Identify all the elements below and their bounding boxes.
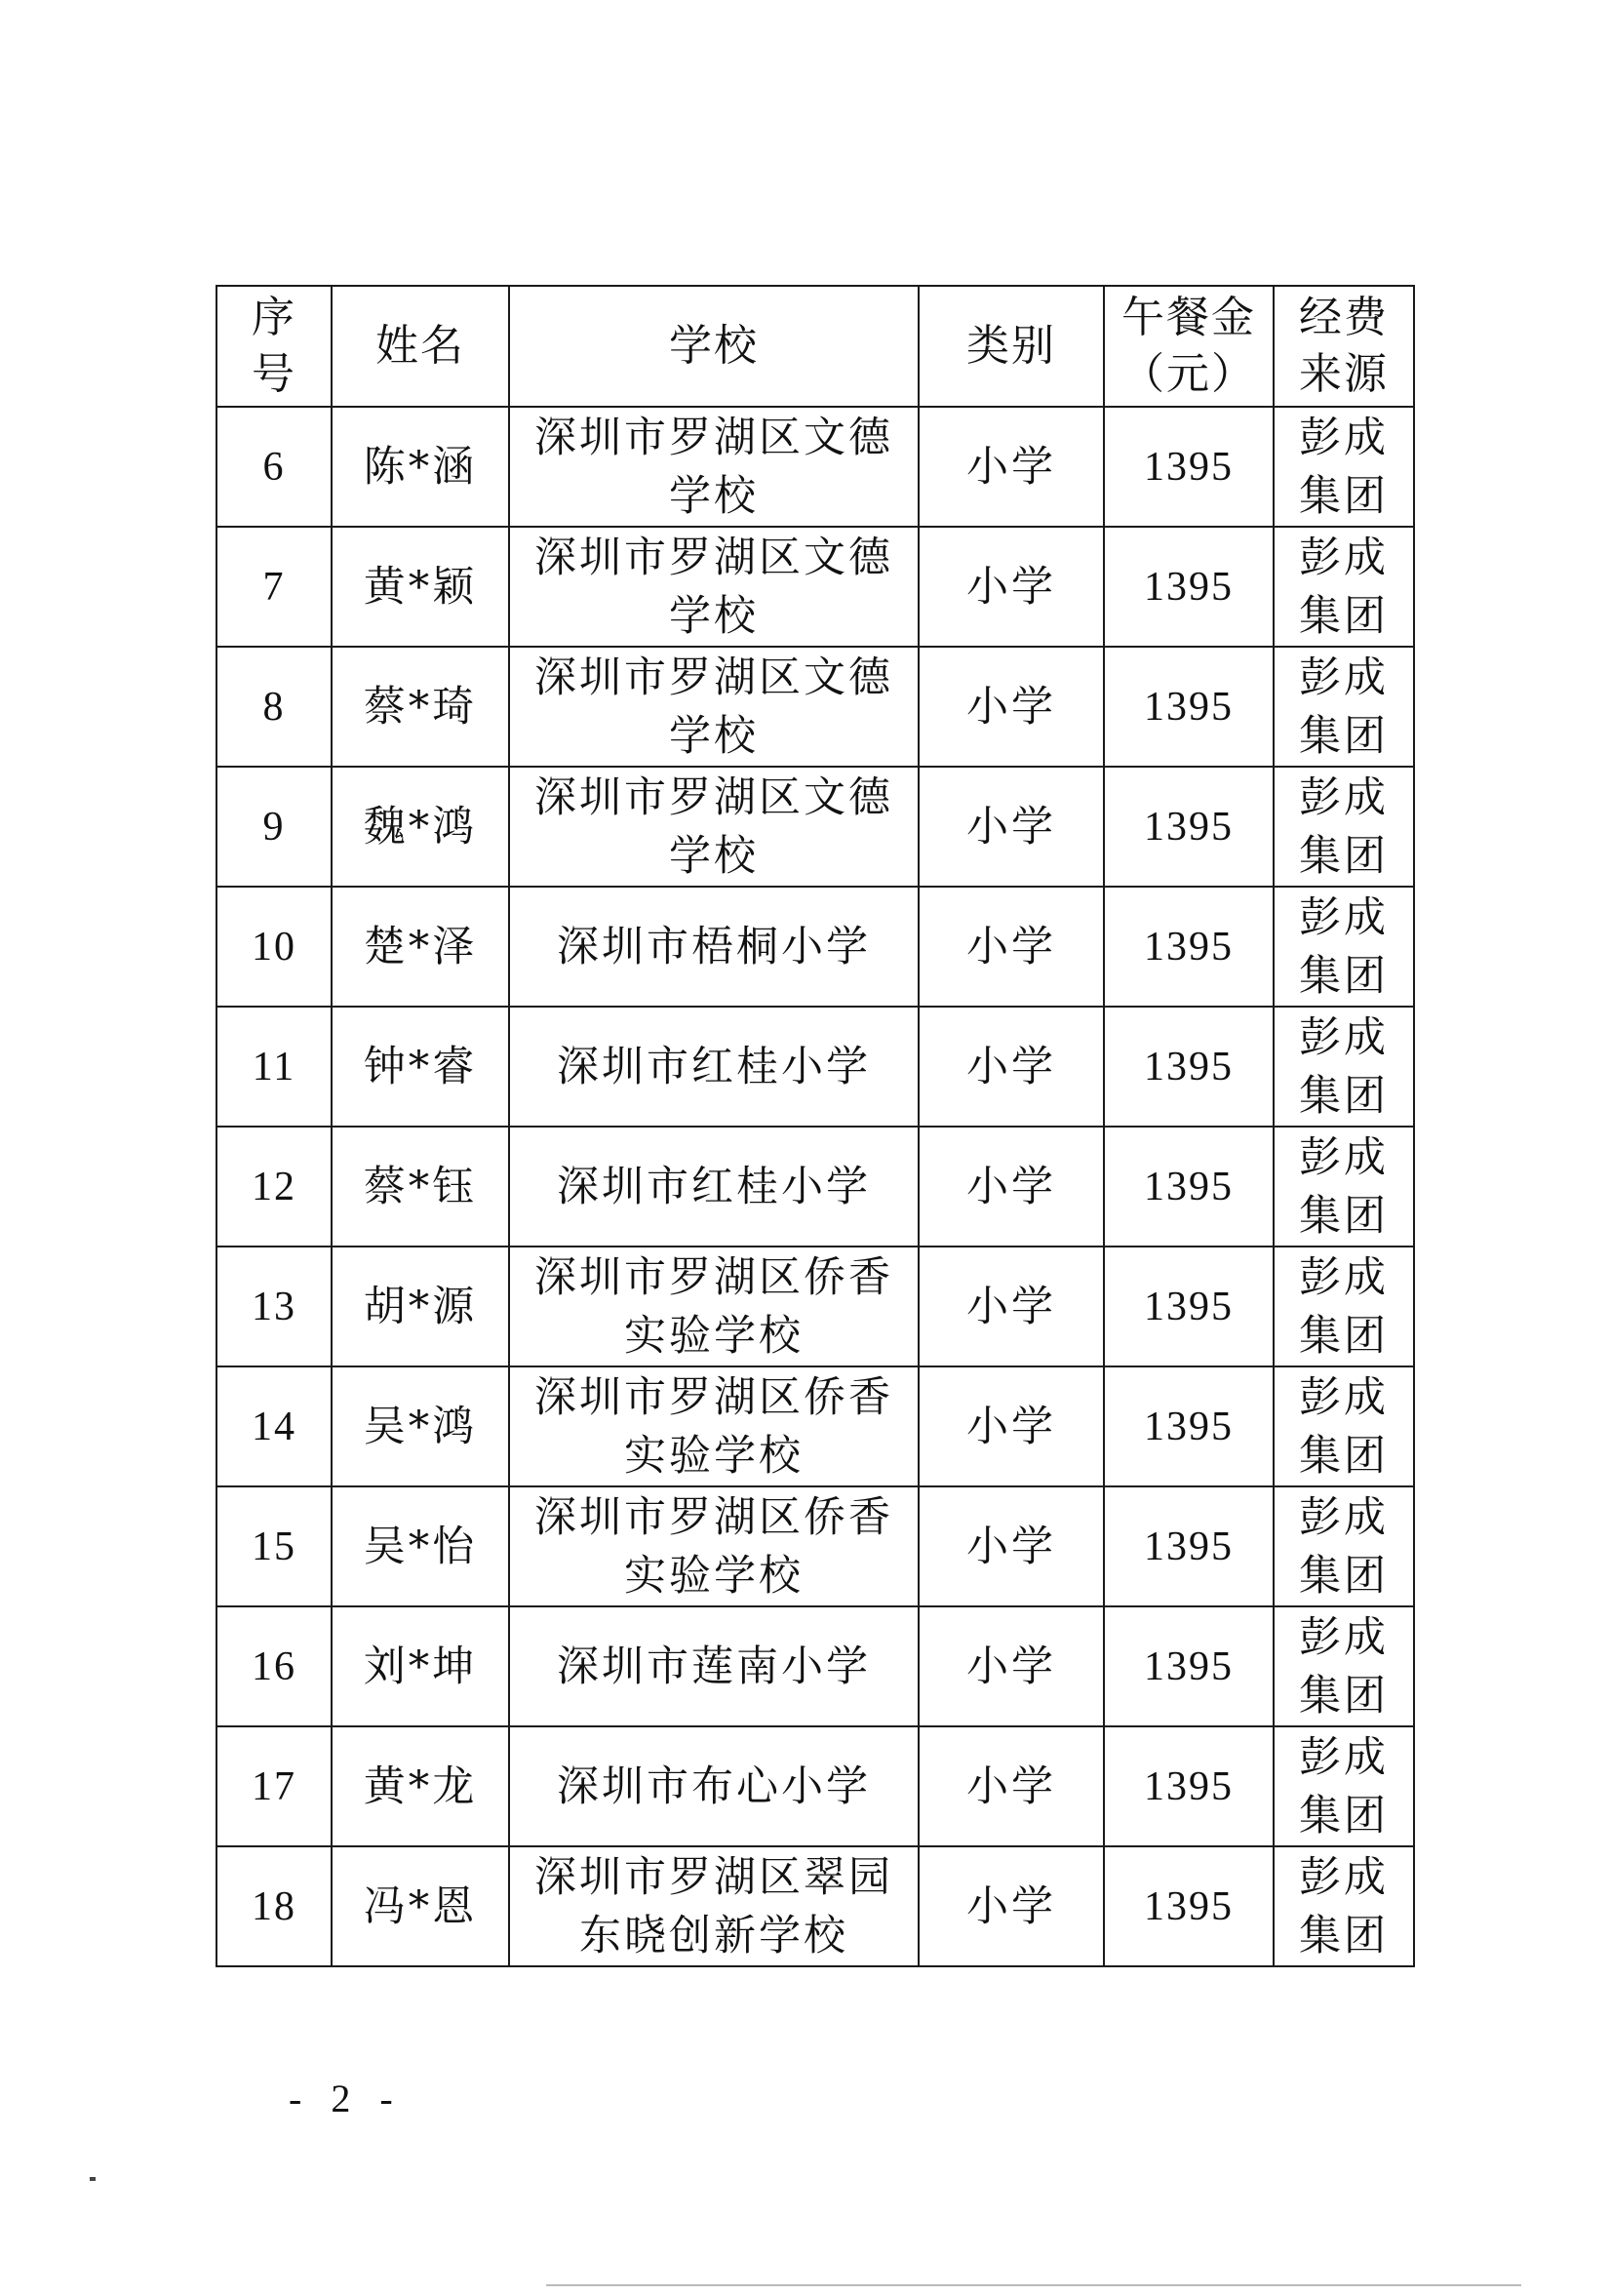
cell-amount: 1395 <box>1104 1247 1274 1366</box>
cell-category: 小学 <box>919 887 1104 1007</box>
cell-name: 黄*颖 <box>332 527 509 647</box>
table-body <box>216 407 1414 1966</box>
cell-school: 深圳市红桂小学 <box>509 1007 919 1127</box>
cell-name: 蔡*钰 <box>332 1127 509 1247</box>
lunch-subsidy-table <box>216 285 1415 1967</box>
cell-seq: 16 <box>216 1606 332 1726</box>
cell-school: 深圳市罗湖区文德 学校 <box>509 527 919 647</box>
cell-amount: 1395 <box>1104 1007 1274 1127</box>
cell-fund-source: 彭成 集团 <box>1274 1486 1414 1606</box>
cell-seq: 10 <box>216 887 332 1007</box>
cell-category: 小学 <box>919 1247 1104 1366</box>
cell-school: 深圳市罗湖区文德 学校 <box>509 647 919 767</box>
header-category: 类别 <box>919 286 1104 407</box>
cell-seq: 8 <box>216 647 332 767</box>
cell-category: 小学 <box>919 1366 1104 1486</box>
cell-school: 深圳市红桂小学 <box>509 1127 919 1247</box>
cell-fund-source: 彭成 集团 <box>1274 1846 1414 1966</box>
cell-seq: 18 <box>216 1846 332 1966</box>
cell-name: 胡*源 <box>332 1247 509 1366</box>
header-lunch-amount: 午餐金 （元） <box>1104 286 1274 407</box>
cell-fund-source: 彭成 集团 <box>1274 647 1414 767</box>
cell-school: 深圳市罗湖区侨香 实验学校 <box>509 1486 919 1606</box>
cell-seq: 11 <box>216 1007 332 1127</box>
cell-name: 蔡*琦 <box>332 647 509 767</box>
cell-name: 冯*恩 <box>332 1846 509 1966</box>
cell-amount: 1395 <box>1104 647 1274 767</box>
cell-amount: 1395 <box>1104 767 1274 887</box>
cell-amount: 1395 <box>1104 527 1274 647</box>
table-row <box>216 407 1414 527</box>
cell-school: 深圳市布心小学 <box>509 1726 919 1846</box>
table-row <box>216 767 1414 887</box>
table-row <box>216 647 1414 767</box>
table-row <box>216 1726 1414 1846</box>
cell-school: 深圳市罗湖区侨香 实验学校 <box>509 1247 919 1366</box>
cell-category: 小学 <box>919 1007 1104 1127</box>
cell-seq: 14 <box>216 1366 332 1486</box>
cell-seq: 15 <box>216 1486 332 1606</box>
cell-amount: 1395 <box>1104 1846 1274 1966</box>
table-row <box>216 1606 1414 1726</box>
header-name: 姓名 <box>332 286 509 407</box>
table-row <box>216 1846 1414 1966</box>
cell-amount: 1395 <box>1104 1127 1274 1247</box>
cell-fund-source: 彭成 集团 <box>1274 1366 1414 1486</box>
cell-fund-source: 彭成 集团 <box>1274 527 1414 647</box>
scan-mark <box>90 2177 96 2181</box>
cell-name: 黄*龙 <box>332 1726 509 1846</box>
cell-school: 深圳市罗湖区文德 学校 <box>509 767 919 887</box>
header-school: 学校 <box>509 286 919 407</box>
cell-name: 吴*鸿 <box>332 1366 509 1486</box>
scan-edge-line <box>546 2284 1521 2286</box>
cell-name: 魏*鸿 <box>332 767 509 887</box>
cell-category: 小学 <box>919 1486 1104 1606</box>
header-seq: 序 号 <box>216 286 332 407</box>
cell-fund-source: 彭成 集团 <box>1274 767 1414 887</box>
header-fund-source: 经费 来源 <box>1274 286 1414 407</box>
cell-seq: 6 <box>216 407 332 527</box>
cell-name: 陈*涵 <box>332 407 509 527</box>
table-row <box>216 1486 1414 1606</box>
cell-amount: 1395 <box>1104 1486 1274 1606</box>
cell-fund-source: 彭成 集团 <box>1274 407 1414 527</box>
cell-seq: 9 <box>216 767 332 887</box>
cell-amount: 1395 <box>1104 1606 1274 1726</box>
cell-fund-source: 彭成 集团 <box>1274 1247 1414 1366</box>
page-number: - 2 - <box>289 2077 403 2120</box>
cell-category: 小学 <box>919 1846 1104 1966</box>
table-row <box>216 1366 1414 1486</box>
cell-name: 刘*坤 <box>332 1606 509 1726</box>
cell-category: 小学 <box>919 767 1104 887</box>
cell-name: 楚*泽 <box>332 887 509 1007</box>
cell-fund-source: 彭成 集团 <box>1274 1007 1414 1127</box>
cell-fund-source: 彭成 集团 <box>1274 1606 1414 1726</box>
table-row <box>216 527 1414 647</box>
cell-name: 钟*睿 <box>332 1007 509 1127</box>
cell-name: 吴*怡 <box>332 1486 509 1606</box>
cell-seq: 17 <box>216 1726 332 1846</box>
cell-seq: 13 <box>216 1247 332 1366</box>
table-header-row <box>216 286 1414 407</box>
cell-amount: 1395 <box>1104 407 1274 527</box>
cell-category: 小学 <box>919 527 1104 647</box>
cell-category: 小学 <box>919 1606 1104 1726</box>
cell-amount: 1395 <box>1104 887 1274 1007</box>
cell-seq: 7 <box>216 527 332 647</box>
cell-fund-source: 彭成 集团 <box>1274 1127 1414 1247</box>
cell-school: 深圳市罗湖区侨香 实验学校 <box>509 1366 919 1486</box>
cell-seq: 12 <box>216 1127 332 1247</box>
table-row <box>216 1127 1414 1247</box>
cell-amount: 1395 <box>1104 1726 1274 1846</box>
cell-school: 深圳市莲南小学 <box>509 1606 919 1726</box>
cell-fund-source: 彭成 集团 <box>1274 887 1414 1007</box>
cell-category: 小学 <box>919 1127 1104 1247</box>
table-row <box>216 887 1414 1007</box>
table-row <box>216 1247 1414 1366</box>
cell-category: 小学 <box>919 1726 1104 1846</box>
cell-category: 小学 <box>919 407 1104 527</box>
cell-category: 小学 <box>919 647 1104 767</box>
cell-fund-source: 彭成 集团 <box>1274 1726 1414 1846</box>
cell-amount: 1395 <box>1104 1366 1274 1486</box>
table-row <box>216 1007 1414 1127</box>
cell-school: 深圳市罗湖区文德 学校 <box>509 407 919 527</box>
cell-school: 深圳市罗湖区翠园 东晓创新学校 <box>509 1846 919 1966</box>
cell-school: 深圳市梧桐小学 <box>509 887 919 1007</box>
